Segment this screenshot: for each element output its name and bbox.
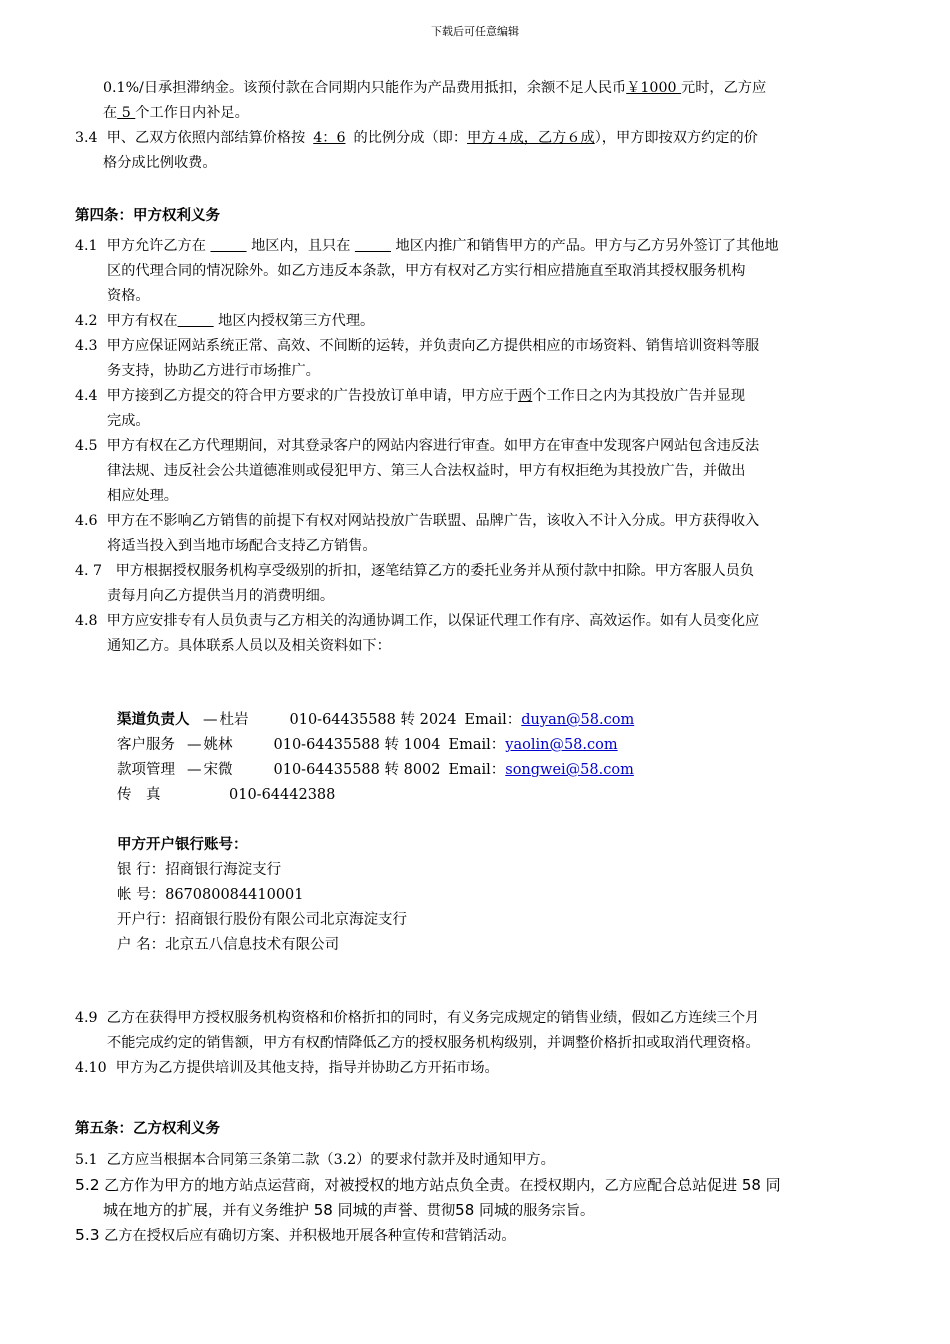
paragraph-line xyxy=(103,78,766,98)
blank-field xyxy=(178,313,214,329)
text: 、贯彻 xyxy=(412,1203,456,1219)
contact-row xyxy=(117,735,618,755)
bank-title: 甲方开户银行账号： xyxy=(117,837,248,853)
contact-name: 姚林 xyxy=(203,737,233,753)
text: 甲方为乙方提供培训及其他支持，指导并协助乙方开拓市场。 xyxy=(115,1060,499,1076)
text: 地区内授权第三方代理。 xyxy=(218,313,375,329)
email-link[interactable]: songwei@58.com xyxy=(505,762,634,778)
text: 对被授权的地方 xyxy=(324,1176,430,1194)
contact-role: 款项管理 xyxy=(117,762,175,778)
paragraph-line: 将适当投入到当地市场配合支持乙方销售。 xyxy=(107,538,377,554)
clause-4-8 xyxy=(75,611,759,631)
text: 甲方接到乙方提交的符合甲方要求的广告投放订单申请，甲方应于 xyxy=(106,388,519,404)
text: 甲方有权在 xyxy=(106,313,178,329)
text: 站点负全责。 xyxy=(429,1176,520,1194)
paragraph-line: 律法规、违反社会公共道德准则或侵犯甲方、第三人合法权益时，甲方有权拒绝为其投放广告，并做出 xyxy=(107,463,746,479)
text: ），甲方即按双方约定的价 xyxy=(594,130,758,146)
page-header: 下载后可任意编辑 xyxy=(431,25,519,38)
text: 乙方应当根据本合同第三条第二款（3.2）的要求付款并及时通知甲方。 xyxy=(106,1152,555,1168)
clause-3-4 xyxy=(75,128,758,148)
clause-4-4 xyxy=(75,386,745,406)
email-link[interactable]: yaolin@58.com xyxy=(505,737,618,753)
fax-label: 传 真 xyxy=(117,787,161,803)
text: 乙方在授权后应有确切方案、并积极地开展各种宣传和营销活动。 xyxy=(104,1228,516,1244)
paragraph-line: 务支持，协助乙方进行市场推广。 xyxy=(107,363,320,379)
clause-5-1 xyxy=(75,1150,555,1170)
clause-number: 4.2 xyxy=(75,313,98,329)
dash: — xyxy=(203,712,218,728)
paragraph-line xyxy=(103,103,249,123)
text: 站点运营商， xyxy=(239,1178,325,1194)
section-title: 第四条：甲方权利义务 xyxy=(75,208,220,224)
days-underlined: 两 xyxy=(518,388,533,404)
clause-4-9 xyxy=(75,1008,759,1028)
paragraph-line xyxy=(103,1200,594,1221)
paragraph-line: 责每月向乙方提供当月的消费明细。 xyxy=(107,588,335,604)
bank-branch-line: 开户行：招商银行股份有限公司北京海淀支行 xyxy=(117,912,407,928)
clause-4-10 xyxy=(75,1058,499,1078)
section-title: 第五条：乙方权利义务 xyxy=(75,1121,220,1137)
contact-role: 渠道负责人 xyxy=(117,712,190,728)
paragraph-line: 完成。 xyxy=(107,413,150,429)
clause-4-3 xyxy=(75,336,759,356)
text: 乙方在获得甲方授权服务机构资格和价格折扣的同时，有义务完成规定的销售业绩，假如乙方连续三个月 xyxy=(106,1010,760,1026)
clause-4-6 xyxy=(75,511,759,531)
text: 的比例分成（即： xyxy=(353,130,468,146)
ratio-underlined: 4：6 xyxy=(313,130,346,146)
text: 0.1%/日承担滞纳金。该预付款在合同期内只能作为产品费用抵扣，余额不足人民币 xyxy=(103,80,627,96)
text: 的服务宗旨。 xyxy=(509,1203,595,1219)
text: 甲方应安排专有人员负责与乙方相关的沟通协调工作，以保证代理工作有序、高效运作。如有人员变化应 xyxy=(106,613,760,629)
email-label: Email： xyxy=(448,737,506,753)
paragraph-line: 格分成比例收费。 xyxy=(103,155,217,171)
text: 地区内推广和销售甲方的产品。甲方与乙方另外签订了其他地 xyxy=(395,238,779,254)
contact-name: 宋微 xyxy=(203,762,233,778)
clause-number: 5.2 xyxy=(75,1176,100,1194)
text: 在 xyxy=(103,105,118,121)
clause-number: 4.8 xyxy=(75,613,98,629)
clause-number: 3.4 xyxy=(75,130,98,146)
text: 甲方应保证网站系统正常、高效、不间断的运转，并负责向乙方提供相应的市场资料、销售培训资料等服 xyxy=(106,338,760,354)
clause-number: 5.1 xyxy=(75,1152,98,1168)
paragraph-line: 不能完成约定的销售额，甲方有权酌情降低乙方的授权服务机构级别，并调整价格折扣或取消代理资格。 xyxy=(107,1035,760,1051)
paragraph-line: 相应处理。 xyxy=(107,488,178,504)
text: 地区内，且只在 xyxy=(251,238,351,254)
fax-row xyxy=(117,785,335,805)
email-label: Email： xyxy=(464,712,522,728)
text: 甲方在不影响乙方销售的前提下有权对网站投放广告联盟、品牌广告，该收入不计入分成。甲方获得收入 xyxy=(106,513,760,529)
email-label: Email： xyxy=(448,762,506,778)
text: ，并有义务 xyxy=(208,1203,279,1219)
clause-4-7 xyxy=(75,561,754,581)
contact-row xyxy=(117,760,634,780)
clause-number: 4.3 xyxy=(75,338,98,354)
contact-phone: 010-64435588 转 1004 xyxy=(273,737,441,753)
text: 58 同城 xyxy=(455,1201,510,1219)
clause-4-2 xyxy=(75,311,374,331)
dash: — xyxy=(187,762,202,778)
account-holder-line: 户 名：北京五八信息技术有限公司 xyxy=(117,937,340,953)
fax-number: 010-64442388 xyxy=(229,787,336,803)
text: 元时，乙方应 xyxy=(681,80,767,96)
clause-number: 4.10 xyxy=(75,1060,107,1076)
days-underlined: 5 xyxy=(117,105,136,121)
paragraph-line: 通知乙方。具体联系人员以及相关资料如下： xyxy=(107,638,391,654)
text: 甲方有权在乙方代理期间，对其登录客户的网站内容进行审查。如甲方在审查中发现客户网站包含违反法 xyxy=(106,438,760,454)
text: 个工作日之内为其投放广告并显现 xyxy=(532,388,746,404)
clause-number: 4. 7 xyxy=(75,563,103,579)
amount-underlined: ￥1000 xyxy=(626,80,682,96)
bank-account-line: 帐 号：867080084410001 xyxy=(117,887,304,903)
contact-phone: 010-64435588 转 8002 xyxy=(273,762,441,778)
text: 甲、乙双方依照内部结算价格按 xyxy=(106,130,306,146)
text: 城在地方的扩展 xyxy=(103,1201,209,1219)
clause-number: 4.1 xyxy=(75,238,98,254)
text: 个工作日内补足。 xyxy=(135,105,249,121)
clause-5-2 xyxy=(75,1175,781,1196)
blank-field xyxy=(210,238,246,254)
dash: — xyxy=(187,737,202,753)
email-link[interactable]: duyan@58.com xyxy=(521,712,635,728)
text: 乙方作为甲方的地方 xyxy=(104,1176,240,1194)
paragraph-line: 区的代理合同的情况除外。如乙方违反本条款，甲方有权对乙方实行相应措施直至取消其授权服务机构 xyxy=(107,263,746,279)
clause-number: 4.6 xyxy=(75,513,98,529)
text: 在授权期内，乙方应 xyxy=(519,1178,648,1194)
contact-name: 杜岩 xyxy=(219,712,249,728)
clause-number: 5.3 xyxy=(75,1226,100,1244)
text: 配合总站促进 58 同 xyxy=(647,1176,781,1194)
clause-4-1 xyxy=(75,236,779,256)
text: 甲方根据授权服务机构享受级别的折扣，逐笔结算乙方的委托业务并从预付款中扣除。甲方客服人员负 xyxy=(115,563,755,579)
paragraph-line: 资格。 xyxy=(107,288,150,304)
clause-number: 4.9 xyxy=(75,1010,98,1026)
bank-name-line: 银 行：招商银行海淀支行 xyxy=(117,862,282,878)
contact-role: 客户服务 xyxy=(117,737,175,753)
clause-4-5 xyxy=(75,436,759,456)
contact-phone: 010-64435588 转 2024 xyxy=(289,712,457,728)
text: 甲方允许乙方在 xyxy=(106,238,206,254)
clause-number: 4.4 xyxy=(75,388,98,404)
blank-field xyxy=(355,238,391,254)
clause-5-3 xyxy=(75,1225,516,1246)
text: 维护 58 同城的声誉 xyxy=(278,1201,413,1219)
clause-number: 4.5 xyxy=(75,438,98,454)
split-underlined: 甲方４成，乙方６成 xyxy=(467,130,595,146)
contact-row xyxy=(117,710,634,730)
